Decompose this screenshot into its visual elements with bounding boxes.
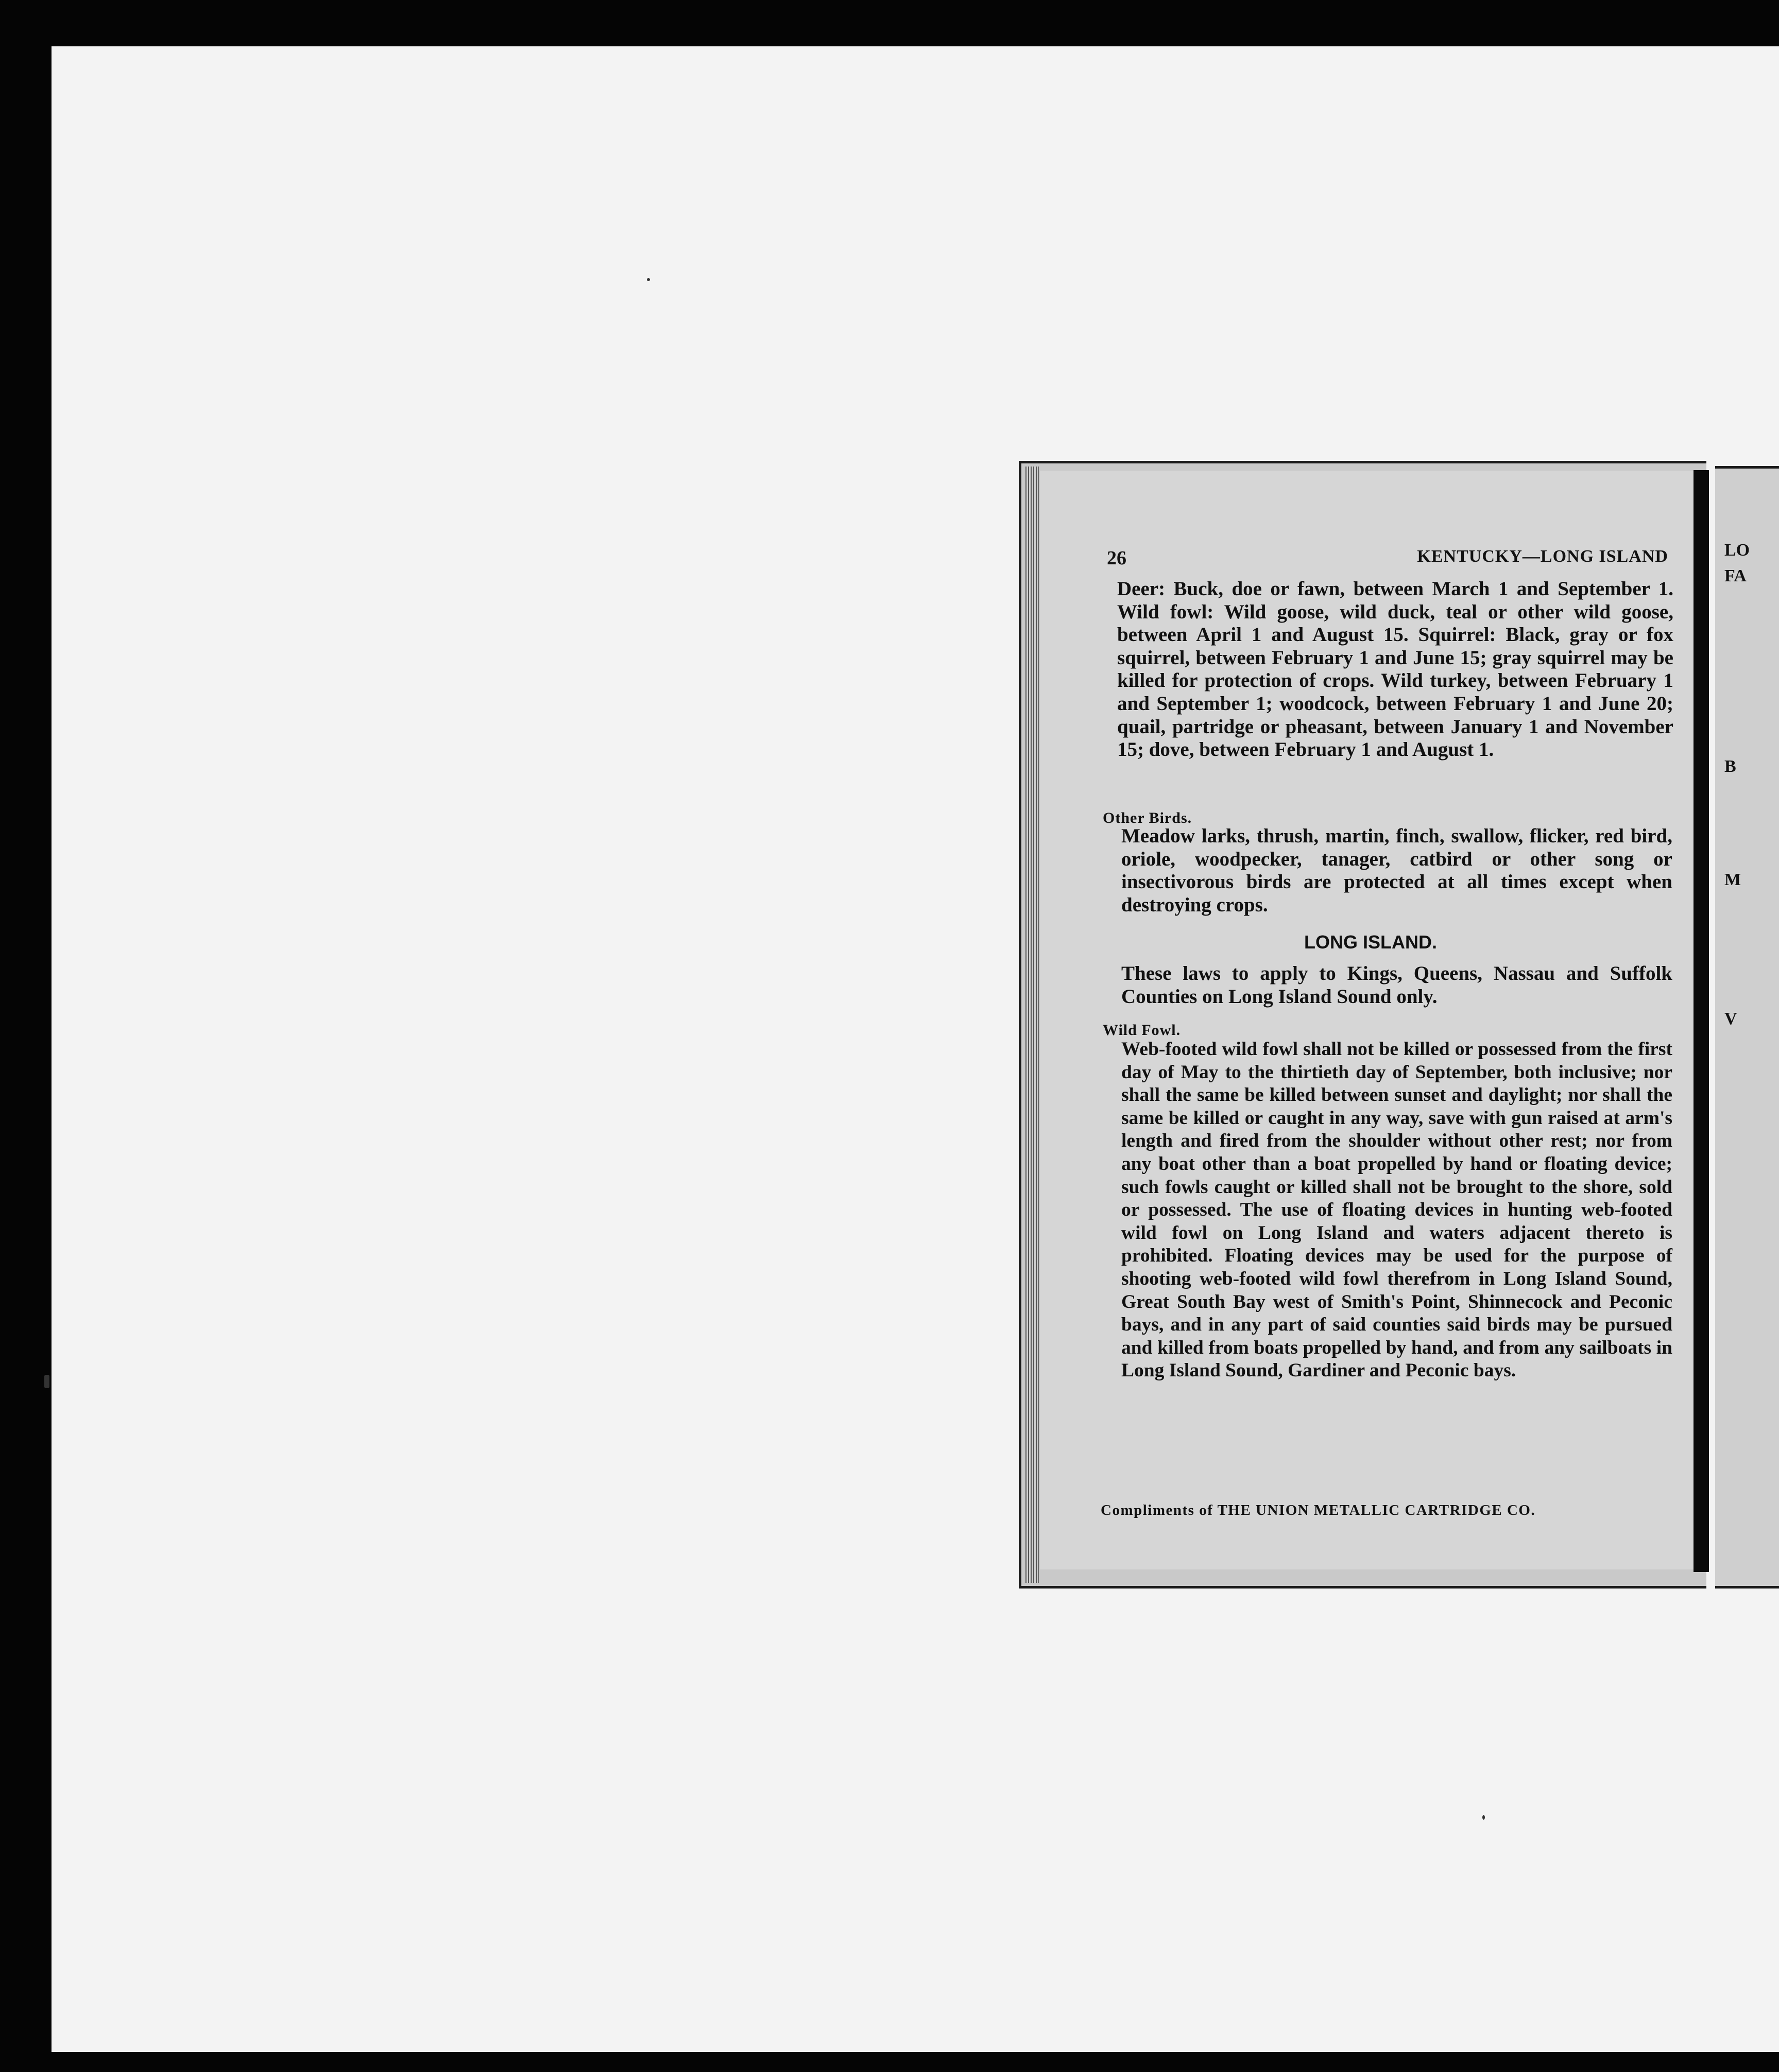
next-page-fragment: M <box>1724 870 1741 889</box>
page-number: 26 <box>1107 547 1126 569</box>
long-island-heading: LONG ISLAND. <box>1304 931 1437 953</box>
wild-fowl-text: Web-footed wild fowl shall not be killed or possessed from the first day of May to the thirtieth day of September, both inclusive; nor shall the same be killed between sunset and daylight; nor shall the same be killed or caught in any way, save with gun raised at arm's length and fired from the shoulder without other rest; nor from any boat other than a boat propelled by hand or floating device; such fowls caught or killed shall not be brought to the shore, sold or possessed. The use of floating devices in hunting web-footed wild fowl on Long Island and waters adjacent thereto is prohibited. Floating devices may be used for the purpose of shooting web-footed wild fowl therefrom in Long Island Sound, Great South Bay west of Smith's Point, Shinnecock and Peconic bays, and in any part of said counties said birds may be pursued and killed from boats propelled by hand, and from any sailboats in Long Island Sound, Gardiner and Peconic bays. <box>1121 1039 1672 1382</box>
book-gutter <box>1694 470 1709 1572</box>
scan-border-bottom <box>0 2052 1779 2072</box>
page-header <box>1107 547 1668 573</box>
kentucky-closed-seasons: Deer: Buck, doe or fawn, between March 1 and September 1. Wild fowl: Wild goose, wild duck, teal or other wild goose, between April 1 and August 15. Squirrel: Black, gray or fox squirrel, between February 1 and June 15; gray squirrel may be killed for protection of crops. Wild turkey, between February 1 and September 1; woodcock, between February 1 and June 20; quail, partridge or pheasant, between January 1 and November 15; dove, between February 1 and August 1. <box>1117 578 1673 761</box>
next-page-fragment: B <box>1724 757 1736 776</box>
book-spread <box>1019 461 1779 1583</box>
right-page-fragment <box>1715 466 1779 1588</box>
next-page-fragment: FA <box>1724 566 1747 585</box>
wild-fowl-heading: Wild Fowl. <box>1103 1022 1181 1039</box>
other-birds-heading: Other Birds. <box>1103 809 1192 826</box>
long-island-intro: These laws to apply to Kings, Queens, Nassau and Suffolk Counties on Long Island Sound only. <box>1121 962 1672 1008</box>
page-footer: Compliments of THE UNION METALLIC CARTRIDGE CO. <box>1101 1502 1536 1518</box>
next-page-fragment: LO <box>1724 541 1750 560</box>
dust-speck <box>44 1375 49 1388</box>
running-head: KENTUCKY—LONG ISLAND <box>1417 547 1668 566</box>
dust-speck <box>647 278 650 281</box>
dust-speck <box>1482 1815 1485 1820</box>
left-page <box>1040 471 1701 1569</box>
other-birds-text: Meadow larks, thrush, martin, finch, swallow, flicker, red bird, oriole, woodpecker, tanager, catbird or other song or insectivorous birds are protected at all times except when destroying crops. <box>1121 825 1672 916</box>
scan-border-left <box>0 0 52 2072</box>
page-stack <box>1019 461 1706 1588</box>
scan-border-top <box>0 0 1779 46</box>
next-page-fragment: V <box>1724 1009 1737 1028</box>
